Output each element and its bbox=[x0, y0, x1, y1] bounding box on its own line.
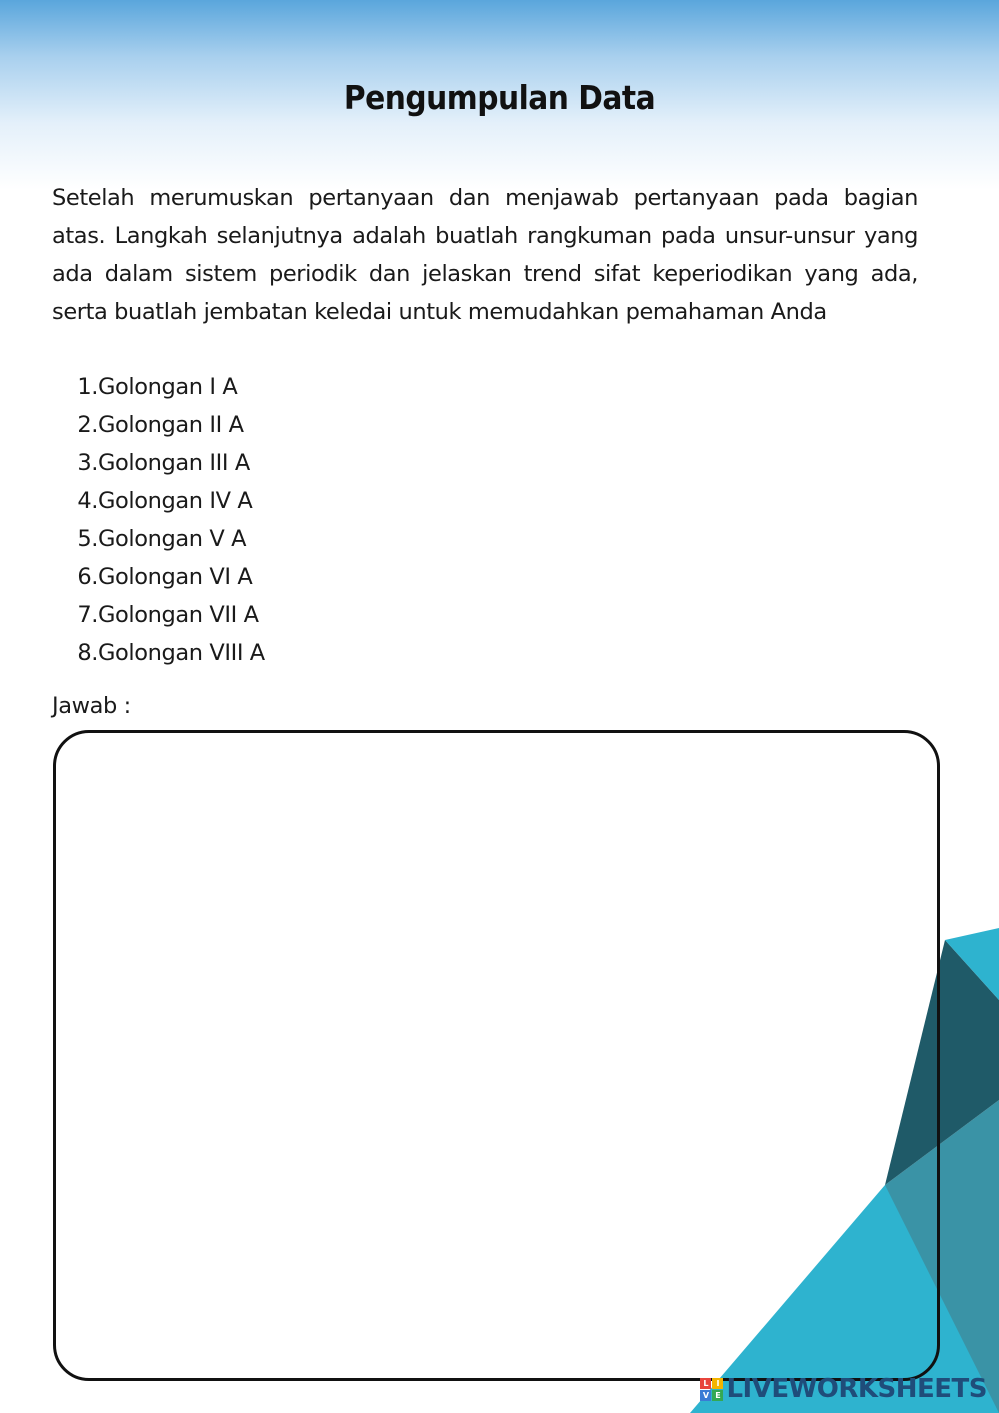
list-item bbox=[52, 406, 265, 444]
list-number: 7. bbox=[77, 602, 98, 628]
golongan-list bbox=[52, 368, 265, 672]
list-number: 3. bbox=[77, 450, 98, 476]
list-item bbox=[52, 444, 265, 482]
list-item bbox=[52, 558, 265, 596]
list-text: Golongan II A bbox=[98, 412, 244, 438]
logo-letter-l: L bbox=[700, 1378, 711, 1389]
instructions-text: Setelah merumuskan pertanyaan dan menjawab pertanyaan pada bagian atas. Langkah selanjutnya adalah buatlah rangkuman pada unsur-unsur yang ada dalam sistem periodik dan jelaskan trend sifat keperiodikan yang ada, serta buatlah jembatan keledai untuk memudahkan pemahaman Anda bbox=[52, 185, 918, 325]
list-text: Golongan VIII A bbox=[98, 640, 265, 666]
liveworksheets-watermark bbox=[700, 1372, 987, 1406]
list-text: Golongan III A bbox=[98, 450, 250, 476]
list-number: 8. bbox=[77, 640, 98, 666]
list-item bbox=[52, 368, 265, 406]
list-text: Golongan IV A bbox=[98, 488, 253, 514]
liveworksheets-logo-icon bbox=[700, 1378, 723, 1401]
logo-letter-i: I bbox=[712, 1378, 723, 1389]
list-item bbox=[52, 520, 265, 558]
list-text: Golongan I A bbox=[98, 374, 238, 400]
list-number: 1. bbox=[77, 374, 98, 400]
watermark-text: LIVEWORKSHEETS bbox=[726, 1374, 987, 1404]
list-number: 6. bbox=[77, 564, 98, 590]
answer-box[interactable] bbox=[53, 730, 940, 1381]
list-text: Golongan VII A bbox=[98, 602, 259, 628]
answer-label: Jawab : bbox=[52, 693, 131, 719]
list-text: Golongan VI A bbox=[98, 564, 253, 590]
list-item bbox=[52, 634, 265, 672]
list-number: 5. bbox=[77, 526, 98, 552]
list-text: Golongan V A bbox=[98, 526, 247, 552]
list-item bbox=[52, 482, 265, 520]
logo-letter-v: V bbox=[700, 1390, 711, 1401]
logo-letter-e: E bbox=[712, 1390, 723, 1401]
page-title: Pengumpulan Data bbox=[343, 78, 656, 117]
list-item bbox=[52, 596, 265, 634]
list-number: 2. bbox=[77, 412, 98, 438]
list-number: 4. bbox=[77, 488, 98, 514]
